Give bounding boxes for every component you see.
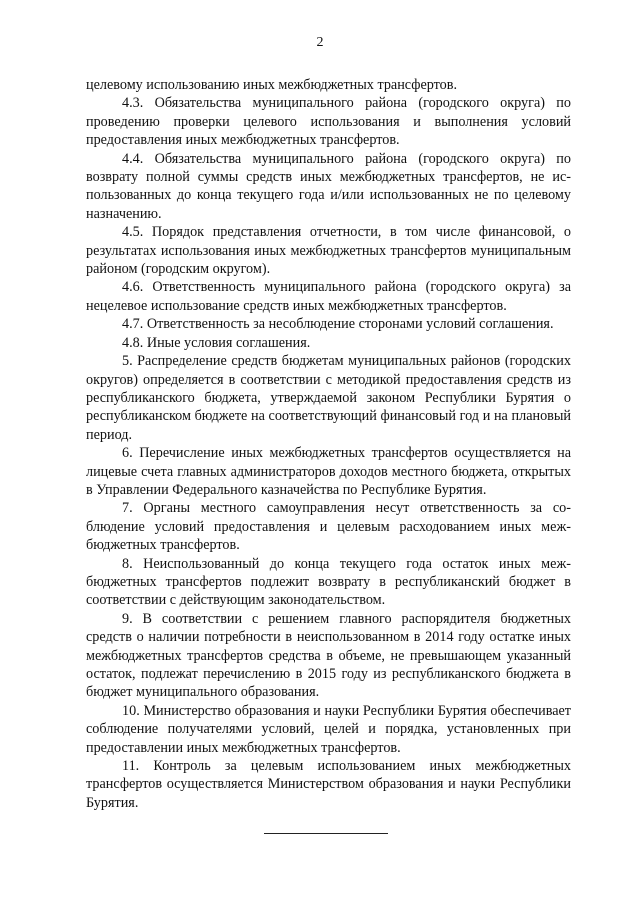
paragraph-6: 6. Перечисление иных межбюджетных трансфертов осуществляется на лицевые счета главных администраторов доходов местного бюджета, открытых в Управлении Федерального казначейства по Республике Бурятия. [86, 445, 571, 498]
paragraph-continuation: целевому использованию иных межбюджетных трансфертов. [86, 77, 458, 93]
paragraph-4-6: 4.6. Ответственность муниципального района (городского округа) за нецелевое использование средств иных межбюджетных трансфертов. [86, 279, 571, 314]
paragraph-5: 5. Распределение средств бюджетам муниципальных районов (городских округов) определяется в соответствии с методикой предоставления средств из республиканского бюджета, утверждаемой законом Республики Бурятия о республиканском бюджете на соответствующий финансовый год и на плановый период. [86, 353, 571, 443]
paragraph-7: 7. Органы местного самоуправления несут ответственность за соблюдение условий предоставления и целевым расходованием иных межбюджетных трансфертов. [86, 500, 571, 554]
paragraph-4-4: 4.4. Обязательства муниципального района (городского округа) по возврату полной суммы средств иных межбюджетных трансфертов, не использованных до конца текущего года и/или использованных не по целевому назначению. [86, 150, 571, 222]
paragraph-4-8: 4.8. Иные условия соглашения. [122, 334, 311, 351]
footer-divider [264, 833, 388, 834]
paragraph-4-3: 4.3. Обязательства муниципального района (городского округа) по проведению проверки целевого использования и выполнения условий предоставления иных межбюджетных трансфертов. [86, 95, 571, 149]
paragraph-4-5: 4.5. Порядок представления отчетности, в том числе финансовой, о результатах использования иных межбюджетных трансфертов муниципальным районом (городским округом). [86, 224, 571, 278]
paragraph-10: 10. Министерство образования и науки Республики Бурятия обеспечивает соблюдение получателями условий, целей и порядка, установленных при предоставлении иных межбюджетных трансфертов. [86, 702, 571, 756]
paragraph-8: 8. Неиспользованный до конца текущего года остаток иных межбюджетных трансфертов подлежит возврату в республиканский бюджет в соответствии с действующим законодательством. [86, 555, 571, 609]
paragraph-4-7: 4.7. Ответственность за несоблюдение сторонами условий соглашения. [122, 316, 554, 333]
document-body [86, 76, 571, 812]
paragraph-9: 9. В соответствии с решением главного распорядителя бюджетных средств о наличии потребности в неиспользованном в 2014 году остатке иных межбюджетных трансфертов средства в объеме, не превышающем указанный остаток, подлежат перечислению в 2015 году из республиканского бюджета в бюджет муниципального образования. [86, 610, 571, 701]
page-number: 2 [316, 35, 324, 50]
paragraph-11: 11. Контроль за целевым использованием иных межбюджетных трансфертов осуществляется Министерством образования и науки Республики Бурятия. [86, 758, 571, 811]
